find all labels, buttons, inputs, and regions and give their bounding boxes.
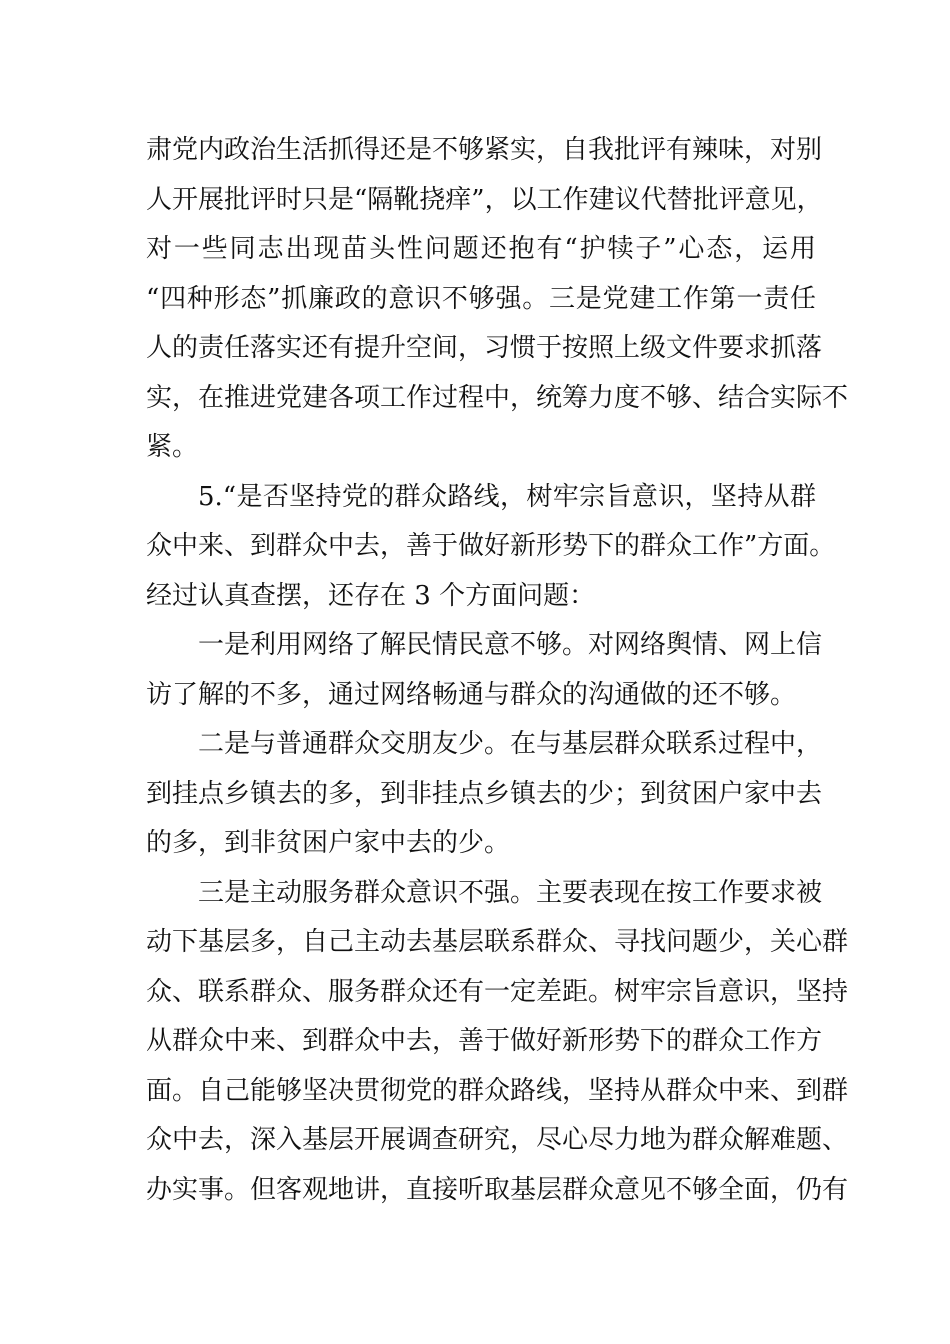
text-line: 动下基层多，自己主动去基层联系群众、寻找问题少，关心群: [146, 927, 849, 957]
text-line: 到挂点乡镇去的多，到非挂点乡镇去的少；到贫困户家中去: [146, 778, 823, 809]
document-body-text: [146, 126, 849, 1215]
text-line: 众、联系群众、服务群众还有一定差距。树牢宗旨意识，坚持: [146, 976, 849, 1007]
text-line: 5.“是否坚持党的群众路线，树牢宗旨意识，坚持从群: [198, 481, 816, 512]
text-line: 访了解的不多，通过网络畅通与群众的沟通做的还不够。: [146, 679, 797, 710]
text-line: 肃党内政治生活抓得还是不够紧实，自我批评有辣味，对别: [146, 135, 823, 165]
text-line: 经过认真查摆，还存在 3 个方面问题：: [146, 580, 596, 611]
text-line: 的多，到非贫困户家中去的少。: [146, 828, 511, 858]
text-line: 众中去，深入基层开展调查研究，尽心尽力地为群众解难题、: [146, 1125, 849, 1155]
text-line: 人开展批评时只是“隔靴挠痒”，以工作建议代替批评意见，: [146, 184, 823, 215]
text-line: 面。自己能够坚决贯彻党的群众路线，坚持从群众中来、到群: [146, 1075, 849, 1106]
text-line: 办实事。但客观地讲，直接听取基层群众意见不够全面，仍有: [146, 1174, 849, 1205]
text-line: 三是主动服务群众意识不强。主要表现在按工作要求被: [198, 877, 823, 908]
text-line: 实，在推进党建各项工作过程中，统筹力度不够、结合实际不: [146, 382, 849, 413]
text-line: 从群众中来、到群众中去，善于做好新形势下的群众工作方: [146, 1026, 823, 1056]
text-line: 紧。: [146, 432, 199, 462]
text-line: “四种形态”抓廉政的意识不够强。三是党建工作第一责任: [146, 283, 816, 314]
text-line: 一是利用网络了解民情民意不够。对网络舆情、网上信: [198, 630, 823, 660]
text-line: 对一些同志出现苗头性问题还抱有“护犊子”心态，运用: [146, 234, 816, 264]
text-line: 人的责任落实还有提升空间，习惯于按照上级文件要求抓落: [146, 333, 823, 363]
text-line: 二是与普通群众交朋友少。在与基层群众联系过程中，: [198, 729, 823, 759]
text-line: 众中来、到群众中去，善于做好新形势下的群众工作”方面。: [146, 531, 836, 561]
